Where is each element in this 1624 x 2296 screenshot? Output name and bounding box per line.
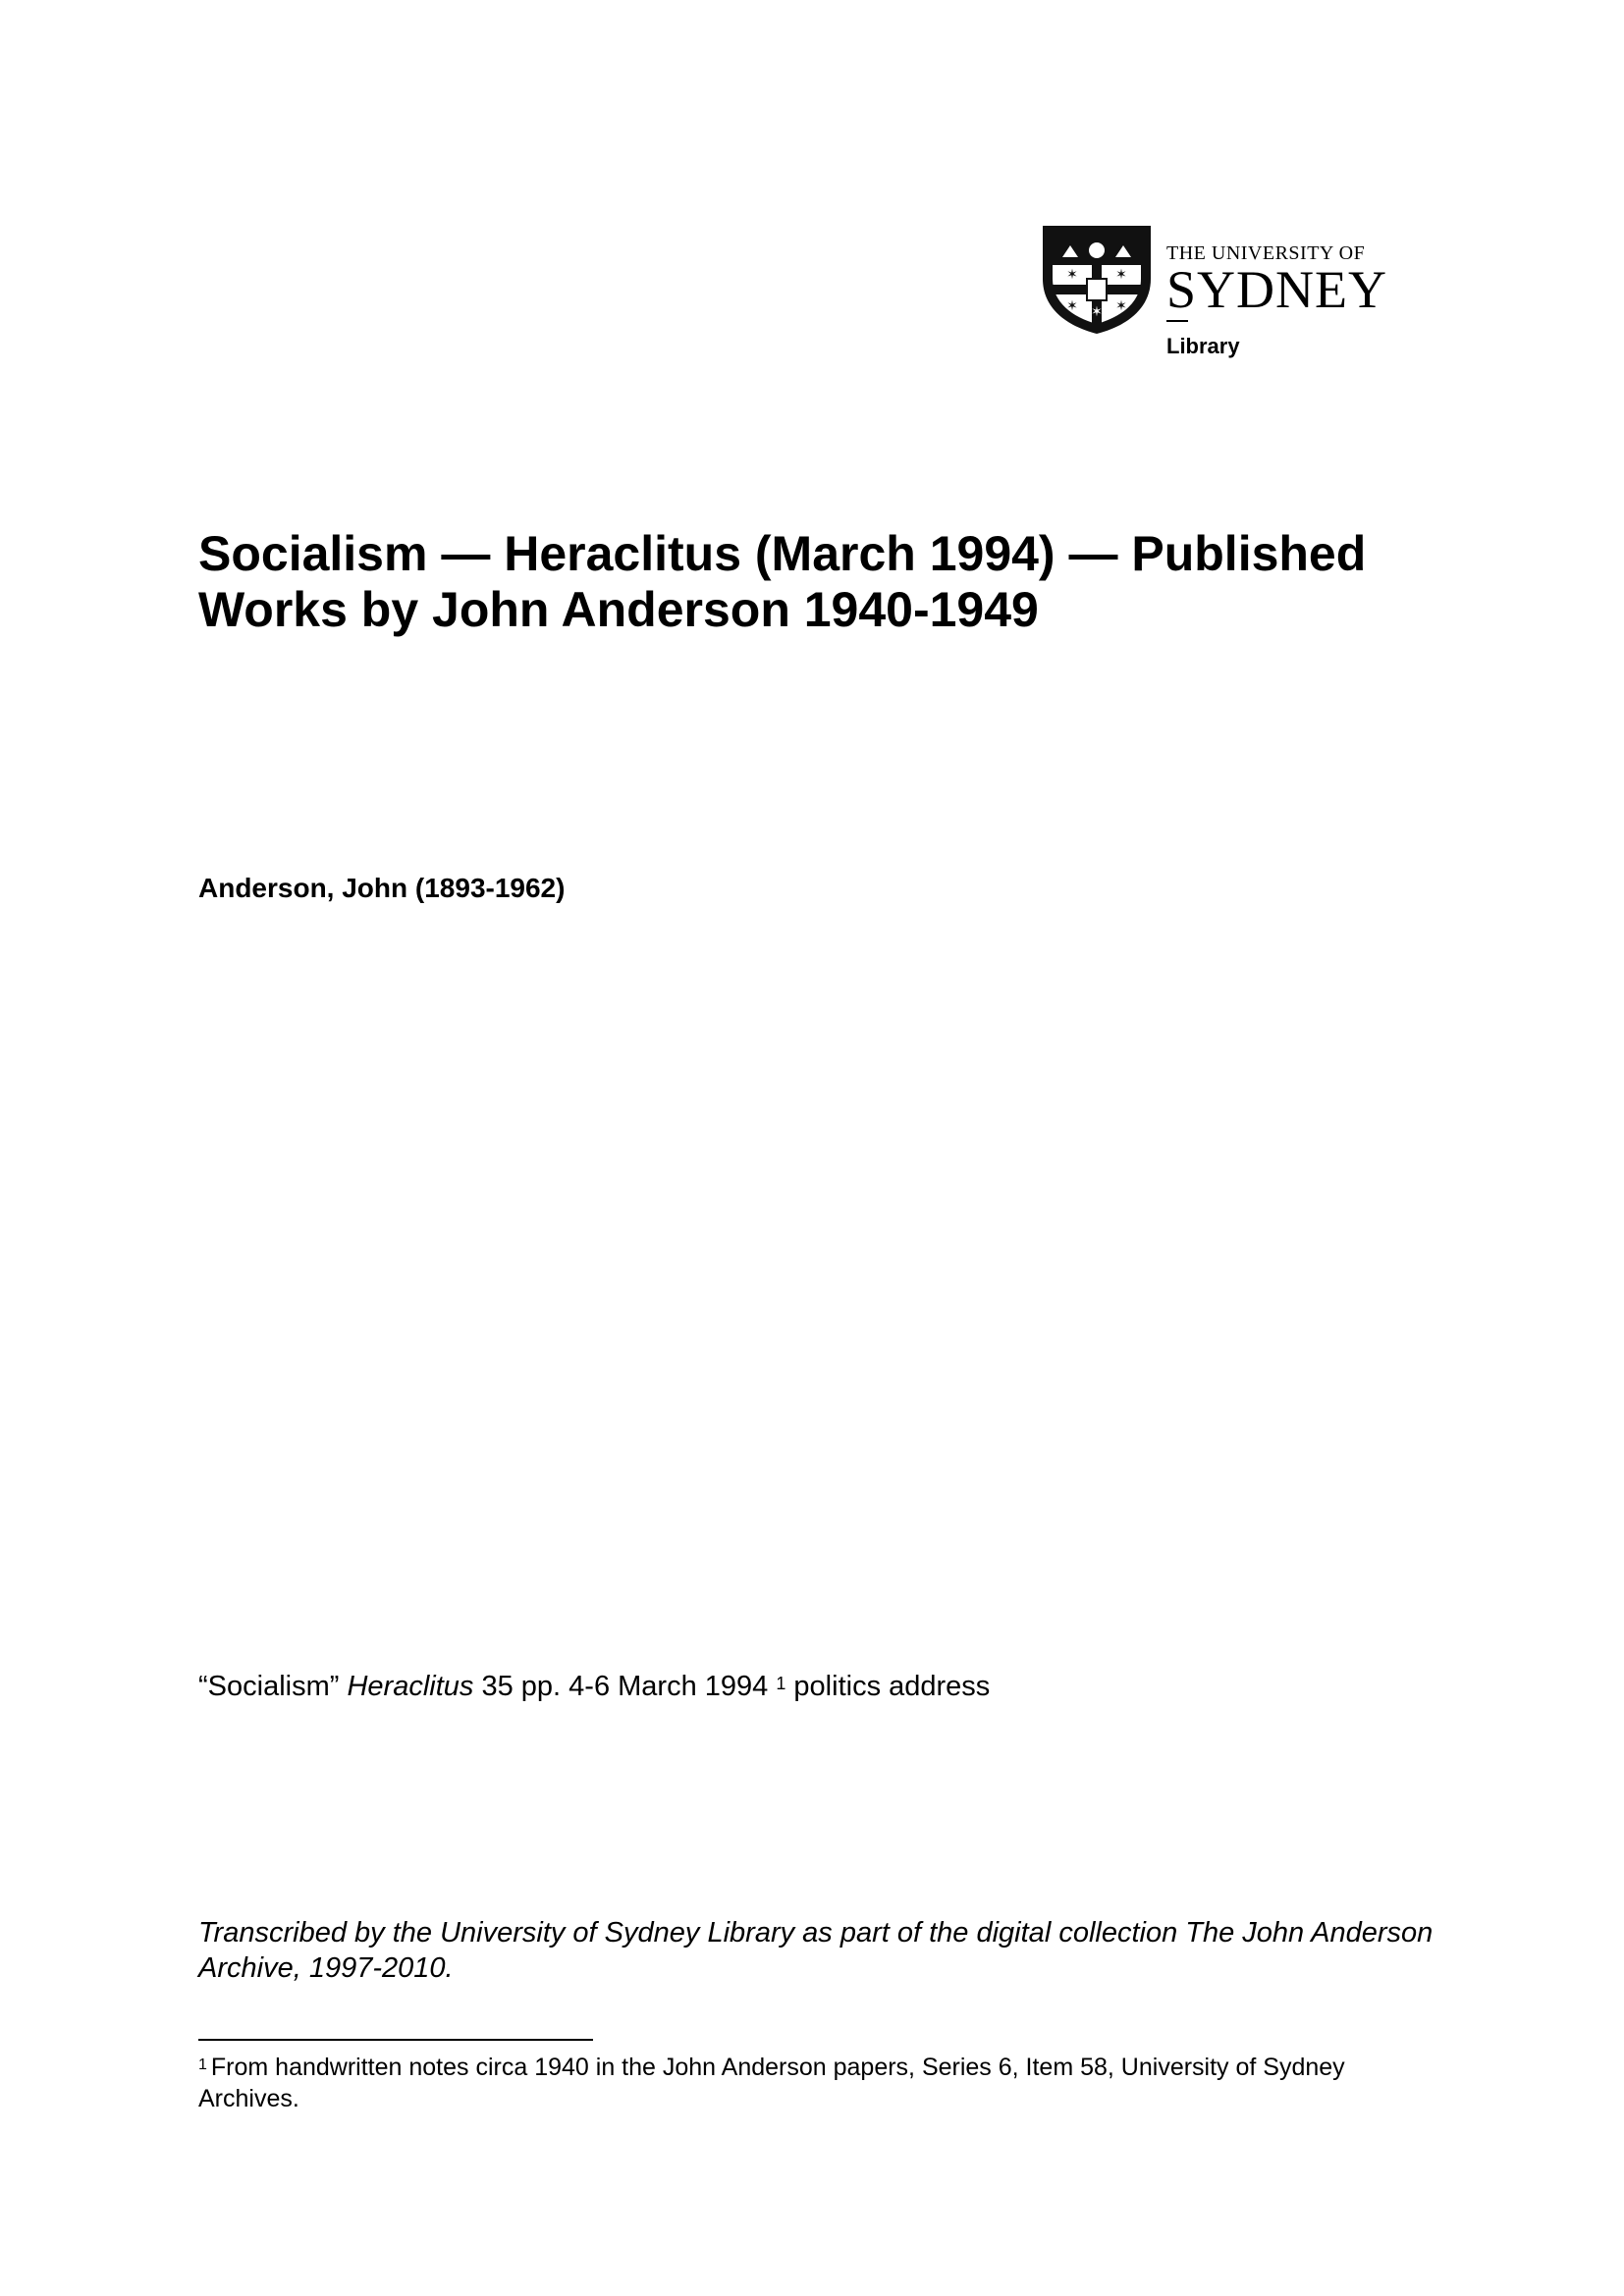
citation [198, 1669, 990, 1704]
svg-text:✶: ✶ [1115, 297, 1127, 313]
citation-quoted-title: “Socialism” [198, 1671, 340, 1702]
logo-university-of: THE UNIVERSITY OF [1166, 242, 1366, 264]
transcription-note: Transcribed by the University of Sydney Library as part of the digital collection The John Anderson Archive, 1997-2010. [198, 1917, 1434, 1984]
footnote-marker: 1 [198, 2056, 207, 2073]
footnote-text: From handwritten notes circa 1940 in the John Anderson papers, Series 6, Item 58, University of Sydney Archives. [198, 2054, 1345, 2112]
svg-text:✶: ✶ [1066, 266, 1078, 282]
logo-sydney: SYDNEY [1166, 260, 1388, 319]
citation-details: 35 pp. 4-6 March 1994 [481, 1671, 769, 1702]
footnote [198, 2052, 1435, 2114]
svg-text:✶: ✶ [1066, 297, 1078, 313]
document-title: Socialism — Heraclitus (March 1994) — Published Works by John Anderson 1940-1949 [198, 526, 1367, 637]
logo-wordmark [1166, 243, 1387, 359]
svg-text:✶: ✶ [1091, 303, 1103, 319]
logo-library: Library [1166, 334, 1240, 358]
footnote-reference: 1 [776, 1674, 786, 1693]
author-name: Anderson, John (1893-1962) [198, 873, 566, 903]
footnote-divider [198, 2039, 593, 2041]
university-crest-icon [1039, 222, 1155, 336]
svg-text:✶: ✶ [1115, 266, 1127, 282]
university-logo [1039, 222, 1388, 369]
citation-note: politics address [793, 1671, 991, 1702]
citation-journal: Heraclitus [347, 1671, 474, 1702]
logo-divider [1166, 320, 1188, 322]
